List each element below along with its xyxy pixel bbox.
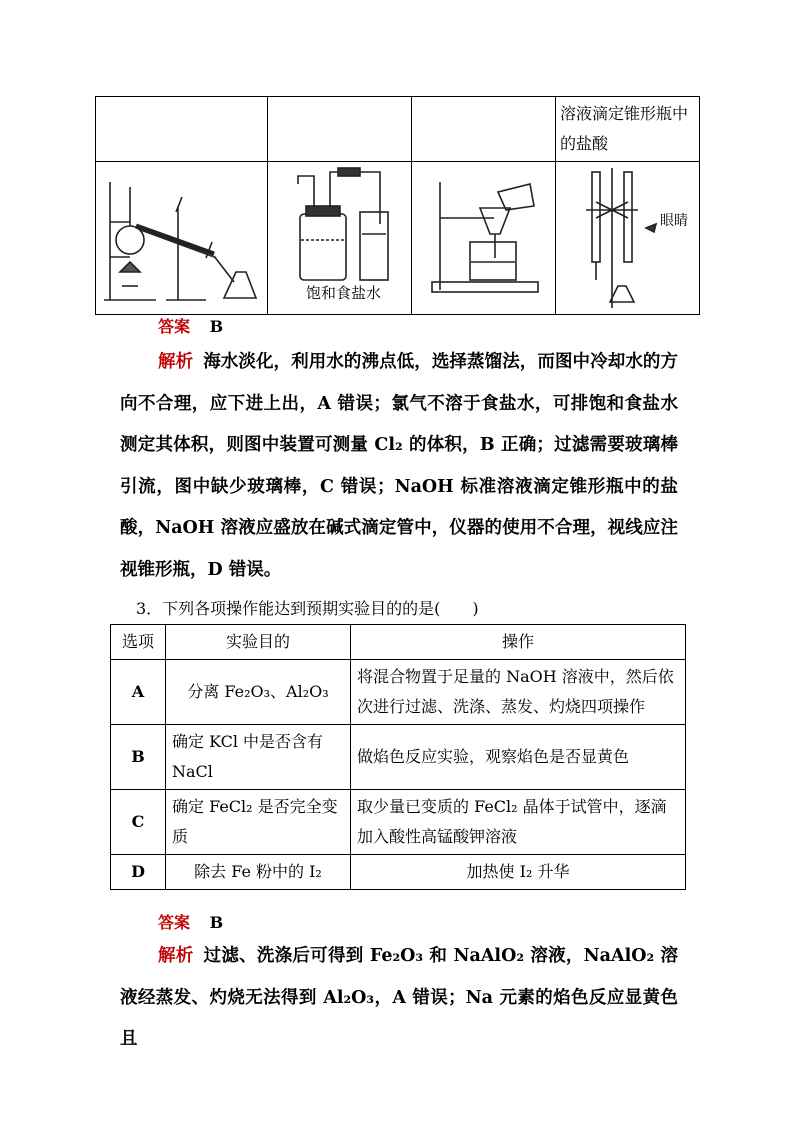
analysis-label: 解析 — [158, 352, 194, 372]
row-operation: 加热使 I₂ 升华 — [351, 855, 686, 890]
row-purpose: 除去 Fe 粉中的 I₂ — [166, 855, 351, 890]
row-purpose: 分离 Fe₂O₃、Al₂O₃ — [166, 660, 351, 725]
apparatus-header-note: 溶液滴定锥形瓶中的盐酸 — [556, 97, 700, 162]
table-row — [111, 790, 686, 855]
row-purpose: 确定 FeCl₂ 是否完全变质 — [166, 790, 351, 855]
question-3-stem: 3．下列各项操作能达到预期实验目的的是( ) — [136, 599, 479, 618]
table-row — [111, 660, 686, 725]
apparatus-table — [95, 96, 700, 315]
row-option: C — [111, 790, 166, 855]
row-option: A — [111, 660, 166, 725]
filtration-apparatus-cell — [412, 162, 556, 315]
eyes-caption: 眼睛 — [660, 213, 688, 229]
answer-value: B — [209, 317, 224, 336]
question-3-table — [110, 624, 686, 890]
table-header-row — [111, 625, 686, 660]
table-row — [111, 725, 686, 790]
titration-apparatus-cell — [556, 162, 700, 315]
answer-2 — [158, 910, 223, 933]
table-row — [111, 855, 686, 890]
analysis-2 — [120, 936, 678, 1061]
answer-value: B — [209, 913, 224, 932]
analysis-1 — [120, 342, 678, 591]
row-option: B — [111, 725, 166, 790]
titration-apparatus-image — [556, 162, 700, 314]
row-operation: 取少量已变质的 FeCl₂ 晶体于试管中，逐滴加入酸性高锰酸钾溶液 — [351, 790, 686, 855]
header-purpose: 实验目的 — [166, 625, 351, 660]
distillation-apparatus-cell — [96, 162, 268, 315]
header-option: 选项 — [111, 625, 166, 660]
answer-1 — [158, 314, 223, 337]
row-operation: 做焰色反应实验，观察焰色是否显黄色 — [351, 725, 686, 790]
gas-measurement-apparatus-cell — [268, 162, 412, 315]
apparatus-header-cell-b — [268, 97, 412, 162]
answer-label: 答案 — [158, 317, 191, 336]
row-operation: 将混合物置于足量的 NaOH 溶液中，然后依次进行过滤、洗涤、蒸发、灼烧四项操作 — [351, 660, 686, 725]
row-option: D — [111, 855, 166, 890]
analysis-text: 海水淡化，利用水的沸点低，选择蒸馏法，而图中冷却水的方向不合理，应下进上出，A 错误；氯气不溶于食盐水，可排饱和食盐水测定其体积，则图中装置可测量 Cl₂ 的体积，B 正确；过滤需要玻璃棒引流，图中缺少玻璃棒，C 错误；NaOH 标准溶液滴定锥形瓶中的盐酸，NaOH 溶液应盛放在碱式滴定管中，仪器的使用不合理，视线应注视锥形瓶，D 错误。 — [120, 352, 679, 580]
row-purpose: 确定 KCl 中是否含有 NaCl — [166, 725, 351, 790]
analysis-text: 过滤、洗涤后可得到 Fe₂O₃ 和 NaAlO₂ 溶液，NaAlO₂ 溶液经蒸发、灼烧无法得到 Al₂O₃，A 错误；Na 元素的焰色反应显黄色且 — [120, 946, 679, 1049]
answer-label: 答案 — [158, 913, 191, 932]
apparatus-header-cell-a — [96, 97, 268, 162]
filtration-apparatus-image — [412, 162, 556, 314]
header-operation: 操作 — [351, 625, 686, 660]
distillation-apparatus-image — [96, 162, 268, 314]
apparatus-header-cell-c — [412, 97, 556, 162]
saturated-brine-caption: 饱和食盐水 — [306, 284, 382, 302]
analysis-label: 解析 — [158, 946, 194, 966]
